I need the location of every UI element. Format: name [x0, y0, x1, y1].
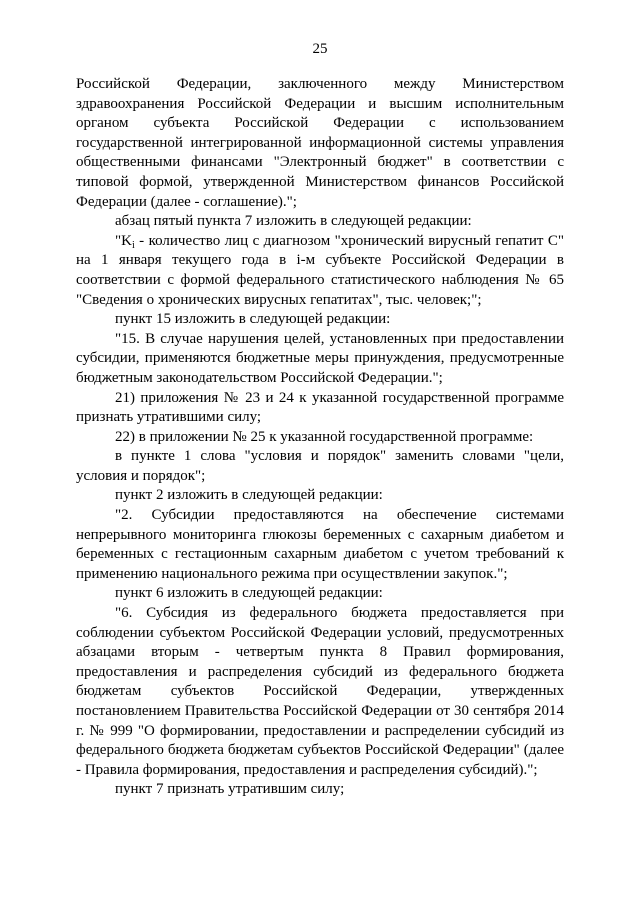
- paragraph-ki-definition: [76, 232, 564, 310]
- paragraph-amendment-point-2: пункт 2 изложить в следующей редакции:: [115, 487, 383, 504]
- paragraph-continuation: Российской Федерации, заключенного между Министерством здравоохранения Российской Федерации и высшим исполнительным органом субъекта Российской Федерации с использованием государственной интегрированной информационной системы управления общественными финансами "Электронный бюджет" в соответствии с типовой формой, утвержденной Министерством финансов Российской Федерации (далее - соглашение).";: [76, 76, 564, 210]
- paragraph-amendment-point-6: пункт 6 изложить в следующей редакции:: [115, 585, 383, 602]
- paragraph-item-21: 21) приложения № 23 и 24 к указанной государственной программе признать утратившими силу;: [76, 389, 564, 426]
- document-body: [76, 75, 564, 800]
- paragraph-point-15-text: "15. В случае нарушения целей, установленных при предоставлении субсидии, применяются бюджетные меры принуждения, предусмотренные бюджетным законодательством Российской Федерации.";: [76, 330, 564, 386]
- paragraph-point-7-repeal: пункт 7 признать утратившим силу;: [115, 781, 345, 798]
- page-number: 25: [312, 41, 328, 57]
- paragraph-amendment-point-15: пункт 15 изложить в следующей редакции:: [115, 311, 391, 328]
- paragraph-point-1-change: в пункте 1 слова "условия и порядок" заменить словами "цели, условия и порядок";: [76, 448, 564, 484]
- paragraph-point-2-text: "2. Субсидии предоставляются на обеспечение системами непрерывного мониторинга глюкозы беременных с сахарным диабетом и беременных с гестационным сахарным диабетом с учетом требований к применению национального режима при осуществлении закупок.";: [76, 507, 564, 582]
- ki-prefix: "K: [115, 232, 132, 249]
- ki-subscript: i: [131, 239, 135, 251]
- ki-text: - количество лиц с диагнозом "хронический вирусный гепатит С" на 1 января текущего года в i-м субъекте Российской Федерации в соответствии с формой федерального статистического наблюдения № 65 "Сведения о хронических вирусных гепатитах", тыс. человек;";: [76, 232, 564, 308]
- paragraph-point-6-text: "6. Субсидия из федерального бюджета предоставляется при соблюдении субъектом Российской Федерации условий, предусмотренных абзацами вторым - четвертым пункта 8 Правил формирования, предоставления и распределения субсидий из федерального бюджета бюджетам субъектов Российской Федерации, утвержденных постановлением Правительства Российской Федерации от 30 сентября 2014 г. № 999 "О формировании, предоставлении и распределении субсидий из федерального бюджета бюджетам субъектов Российской Федерации" (далее - Правила формирования, предоставления и распределения субсидий).";: [76, 605, 564, 778]
- paragraph-item-22: 22) в приложении № 25 к указанной государственной программе:: [115, 428, 534, 445]
- paragraph-amendment-point-7: абзац пятый пункта 7 изложить в следующей редакции:: [115, 213, 472, 230]
